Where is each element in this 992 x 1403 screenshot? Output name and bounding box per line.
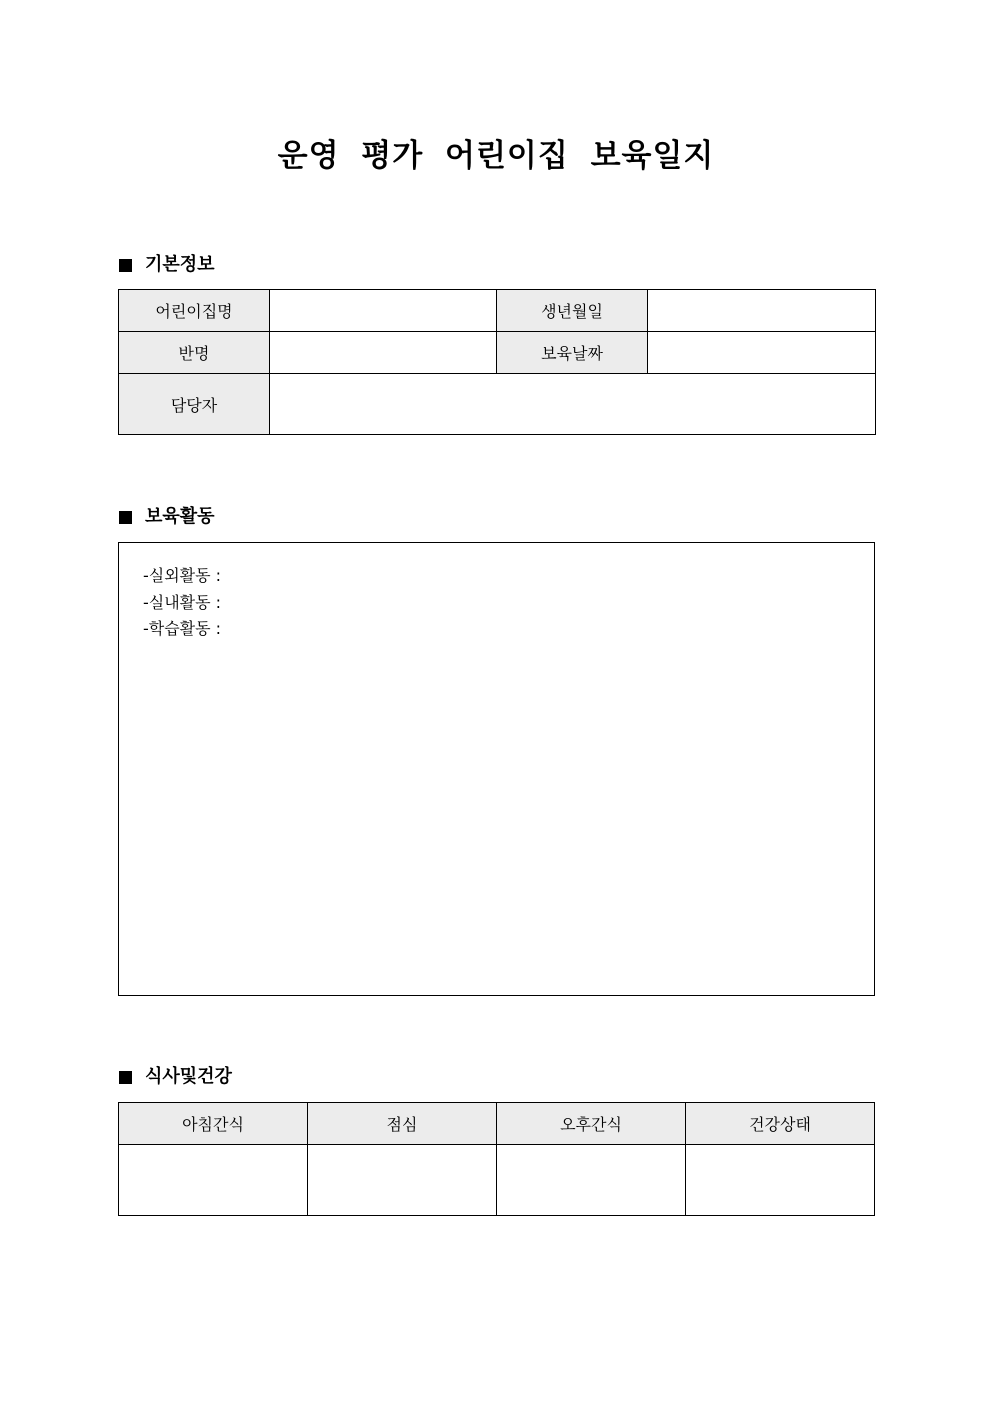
square-bullet-icon	[119, 511, 132, 524]
class-name-field[interactable]	[270, 332, 497, 374]
teacher-label: 담당자	[119, 374, 270, 435]
teacher-field[interactable]	[270, 374, 876, 435]
table-row	[119, 1145, 875, 1216]
lunch-header: 점심	[308, 1103, 497, 1145]
morning-snack-field[interactable]	[119, 1145, 308, 1216]
indoor-activity-line: -실내활동 :	[143, 592, 222, 612]
learning-activity-line: -학습활동 :	[143, 619, 222, 638]
document-title: 운영 평가 어린이집 보육일지	[277, 138, 715, 174]
class-name-label: 반명	[119, 332, 270, 374]
section-heading-label: 식사및건강	[145, 1066, 232, 1087]
daycare-name-field[interactable]	[270, 290, 497, 332]
care-date-field[interactable]	[648, 332, 876, 374]
table-row	[119, 374, 876, 435]
section-heading-label: 기본정보	[145, 254, 215, 275]
morning-snack-header: 아침간식	[119, 1103, 308, 1145]
health-status-field[interactable]	[686, 1145, 875, 1216]
health-status-header: 건강상태	[686, 1103, 875, 1145]
section-heading-meals-health	[119, 1065, 232, 1089]
square-bullet-icon	[119, 259, 132, 272]
section-heading-label: 보육활동	[145, 506, 215, 527]
lunch-field[interactable]	[308, 1145, 497, 1216]
birth-date-label: 생년월일	[497, 290, 648, 332]
outdoor-activity-line: -실외활동 :	[143, 566, 222, 585]
meals-health-table	[118, 1102, 875, 1216]
afternoon-snack-header: 오후간식	[497, 1103, 686, 1145]
care-date-label: 보육날짜	[497, 332, 648, 374]
daycare-name-label: 어린이집명	[119, 290, 270, 332]
table-row	[119, 290, 876, 332]
afternoon-snack-field[interactable]	[497, 1145, 686, 1216]
section-heading-basic-info	[119, 253, 215, 277]
table-header-row	[119, 1103, 875, 1145]
birth-date-field[interactable]	[648, 290, 876, 332]
table-row	[119, 332, 876, 374]
square-bullet-icon	[119, 1071, 132, 1084]
section-heading-activities	[119, 505, 215, 529]
basic-info-table	[118, 289, 876, 435]
activity-list	[143, 563, 221, 643]
activity-box[interactable]	[118, 542, 875, 996]
